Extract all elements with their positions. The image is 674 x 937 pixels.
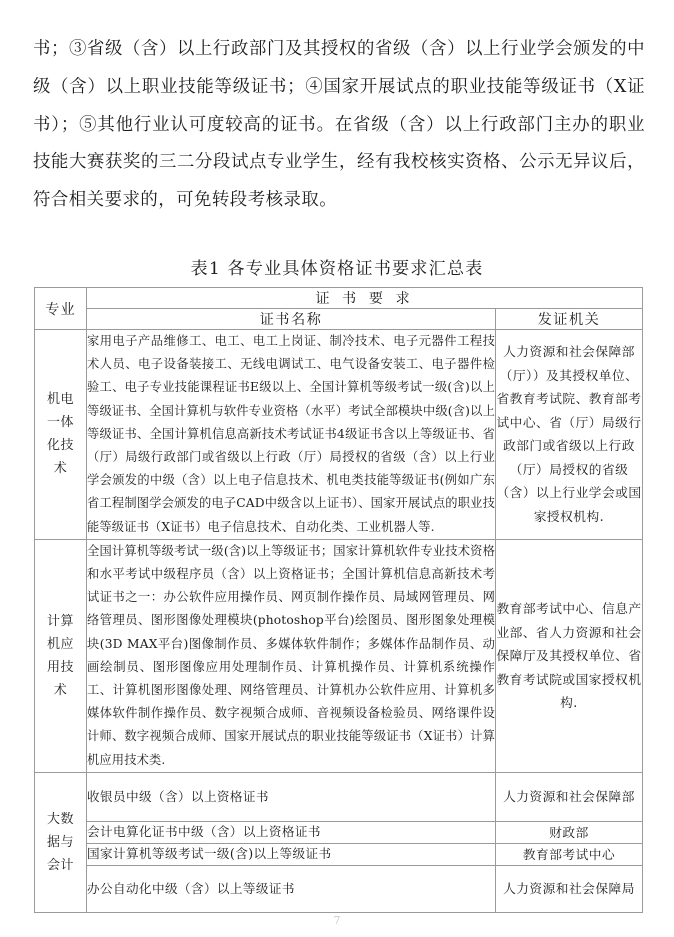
- table-row: [35, 843, 643, 865]
- major-label-big-data-accounting: [35, 772, 87, 912]
- issuer-cell: 教育部考试中心: [496, 843, 643, 865]
- header-cert-name: 证书名称: [87, 309, 496, 330]
- cert-name-cell: 会计电算化证书中级（含）以上资格证书: [87, 821, 496, 843]
- major-char-line: 据与: [46, 834, 74, 850]
- major-label-mechatronics: [35, 330, 87, 540]
- major-label-computer-application: [35, 539, 87, 772]
- cert-name-cell: 国家计算机等级考试一级(含)以上等级证书: [87, 843, 496, 865]
- cert-name-cell: 办公自动化中级（含）以上等级证书: [87, 865, 496, 912]
- table-header-row-2: [35, 309, 643, 330]
- table-row: [35, 865, 643, 912]
- table-row: [35, 330, 643, 540]
- cert-name-cell: 家用电子产品维修工、电工、电工上岗证、制冷技术、电子元器件工程技术人员、电子设备装接工、无线电调试工、电气设备安装工、电子器件检验工、电子专业技能课程证书E级以上、全国计算机等级考试一级(含)以上等级证书、全国计算机与软件专业资格（水平）考试全部模块中级(含)以上等级证书、全国计算机信息高新技术考试证书4级证书含以上等级证书、省（厅）局级行政部门或省级以上行政（厅）局授权的省级（含）以上行业学会颁发的中级（含）以上电子信息技术、机电类技能等级证书(例如广东省工程制图学会颁发的电子CAD中级含以上证书）、国家开展试点的职业技能等级证书（X证书）电子信息技术、自动化类、工业机器人等.: [87, 330, 496, 540]
- issuer-cell: 人力资源和社会保障局: [496, 865, 643, 912]
- cert-name-cell: 收银员中级（含）以上资格证书: [87, 772, 496, 821]
- major-char-line: 化技: [46, 438, 74, 454]
- certificate-requirements-table: [34, 287, 643, 913]
- header-major: 专业: [35, 288, 87, 330]
- issuer-cell: 人力资源和社会保障部（厅））及其授权单位、省教育考试院、教育部考试中心、省（厅）局级行政部门或省级以上行政（厅）局授权的省级（含）以上行业学会或国家授权机构.: [496, 330, 643, 540]
- issuer-cell: 教育部考试中心、信息产业部、省人力资源和社会保障厅及其授权单位、省教育考试院或国家授权机构.: [496, 539, 643, 772]
- major-char-line: 会计: [46, 857, 74, 873]
- issuer-cell: 财政部: [496, 821, 643, 843]
- header-issuer: 发证机关: [496, 309, 643, 330]
- header-cert-requirement: 证 书 要 求: [87, 288, 643, 309]
- intro-paragraph: 书；③省级（含）以上行政部门及其授权的省级（含）以上行业学会颁发的中级（含）以上职业技能等级证书；④国家开展试点的职业技能等级证书（X证书）；⑤其他行业认可度较高的证书。在省级（含）以上行政部门主办的职业技能大赛获奖的三二分段试点专业学生，经有我校核实资格、公示无异议后，符合相关要求的，可免转段考核录取。: [33, 39, 645, 210]
- table-row: [35, 539, 643, 772]
- page-number: 7: [333, 914, 341, 927]
- major-char-line: 机应: [46, 636, 74, 652]
- table-row: [35, 821, 643, 843]
- table-caption: 表1 各专业具体资格证书要求汇总表: [190, 259, 484, 279]
- major-char-line: 术: [53, 682, 68, 698]
- major-char-line: 术: [53, 461, 68, 477]
- major-char-line: 计算: [46, 613, 74, 629]
- major-char-line: 一体: [46, 415, 74, 431]
- issuer-cell: 人力资源和社会保障部: [496, 772, 643, 821]
- major-char-line: 用技: [46, 659, 74, 675]
- table-header-row-1: [35, 288, 643, 309]
- major-char-line: 机电: [46, 392, 74, 408]
- major-char-line: 大数: [46, 811, 74, 827]
- cert-name-cell: 全国计算机等级考试一级(含)以上等级证书；国家计算机软件专业技术资格和水平考试中级程序员（含）以上资格证书；全国计算机信息高新技术考试证书之一：办公软件应用操作员、网页制作操作员、局域网管理员、网络管理员、图形图像处理模块(photoshop平台)绘图员、图形图象处理模块(3D MAX平台)图像制作员、多媒体软件制作；多媒体作品制作员、动画绘制员、图形图像应用处理制作员、计算机操作员、计算机系统操作工、计算机图形图像处理、网络管理员、计算机办公软件应用、计算机多媒体软件制作操作员、数字视频合成师、音视频设备检验员、网络课件设计师、数字视频合成师、国家开展试点的职业技能等级证书（X证书）计算机应用技术类.: [87, 539, 496, 772]
- table-row: [35, 772, 643, 821]
